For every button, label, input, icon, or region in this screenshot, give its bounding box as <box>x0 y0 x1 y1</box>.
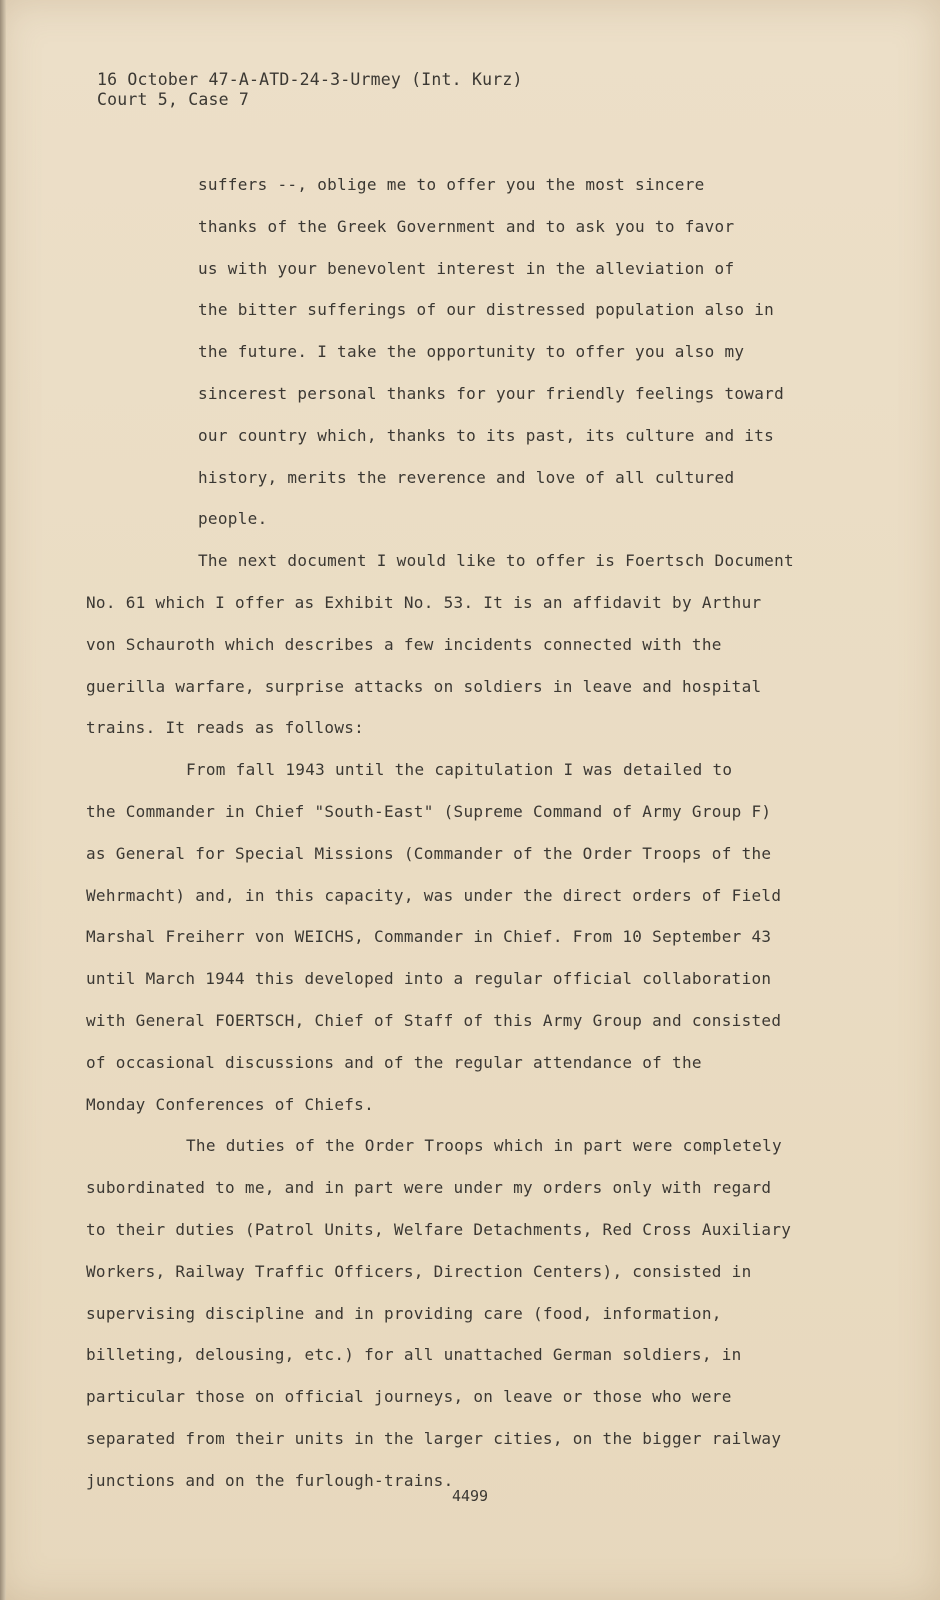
text-line: us with your benevolent interest in the alleviation of <box>198 258 735 278</box>
text-line: subordinated to me, and in part were under my orders only with regard <box>86 1178 772 1198</box>
document-header <box>97 70 523 110</box>
page-edge <box>0 0 6 1600</box>
header-reference: 16 October 47-A-ATD-24-3-Urmey (Int. Kurz) <box>97 70 523 89</box>
text-line: From fall 1943 until the capitulation I was detailed to <box>186 760 733 780</box>
page-number: 4499 <box>451 1487 489 1505</box>
text-line: of occasional discussions and of the regular attendance of the <box>86 1052 702 1072</box>
text-line: history, merits the reverence and love of all cultured <box>198 467 735 487</box>
text-line: thanks of the Greek Government and to ask you to favor <box>198 216 735 236</box>
text-line: guerilla warfare, surprise attacks on soldiers in leave and hospital <box>86 676 762 696</box>
text-line: as General for Special Missions (Commander of the Order Troops of the <box>86 843 772 863</box>
text-line: with General FOERTSCH, Chief of Staff of this Army Group and consisted <box>86 1011 782 1030</box>
text-line: the Commander in Chief "South-East" (Supreme Command of Army Group F) <box>86 802 772 821</box>
text-line: von Schauroth which describes a few incidents connected with the <box>86 634 722 654</box>
text-line: suffers --, oblige me to offer you the most sincere <box>198 175 705 194</box>
text-line: Wehrmacht) and, in this capacity, was under the direct orders of Field <box>86 885 782 905</box>
text-line: Marshal Freiherr von WEICHS, Commander in Chief. From 10 September 43 <box>86 927 772 947</box>
header-court-case: Court 5, Case 7 <box>97 90 250 109</box>
text-line: junctions and on the furlough-trains. <box>86 1470 454 1490</box>
text-line: supervising discipline and in providing care (food, information, <box>86 1303 722 1323</box>
text-line: separated from their units in the larger cities, on the bigger railway <box>86 1429 782 1448</box>
text-line: to their duties (Patrol Units, Welfare Detachments, Red Cross Auxiliary <box>86 1220 792 1239</box>
text-line: The next document I would like to offer is Foertsch Document <box>198 551 794 571</box>
text-line: particular those on official journeys, on leave or those who were <box>86 1387 732 1407</box>
text-line: billeting, delousing, etc.) for all unattached German soldiers, in <box>86 1345 742 1365</box>
text-line: The duties of the Order Troops which in part were completely <box>186 1136 782 1156</box>
text-line: Monday Conferences of Chiefs. <box>86 1094 375 1114</box>
text-line: trains. It reads as follows: <box>86 718 365 738</box>
text-line: people. <box>198 509 268 529</box>
text-line: sincerest personal thanks for your friendly feelings toward <box>198 384 785 403</box>
text-line: the bitter sufferings of our distressed population also in <box>198 300 775 320</box>
text-line: No. 61 which I offer as Exhibit No. 53. It is an affidavit by Arthur <box>86 593 762 612</box>
text-line: until March 1944 this developed into a regular official collaboration <box>86 969 772 989</box>
text-line: our country which, thanks to its past, its culture and its <box>198 425 775 445</box>
text-line: Workers, Railway Traffic Officers, Direction Centers), consisted in <box>86 1261 752 1281</box>
text-line: the future. I take the opportunity to offer you also my <box>198 342 745 362</box>
